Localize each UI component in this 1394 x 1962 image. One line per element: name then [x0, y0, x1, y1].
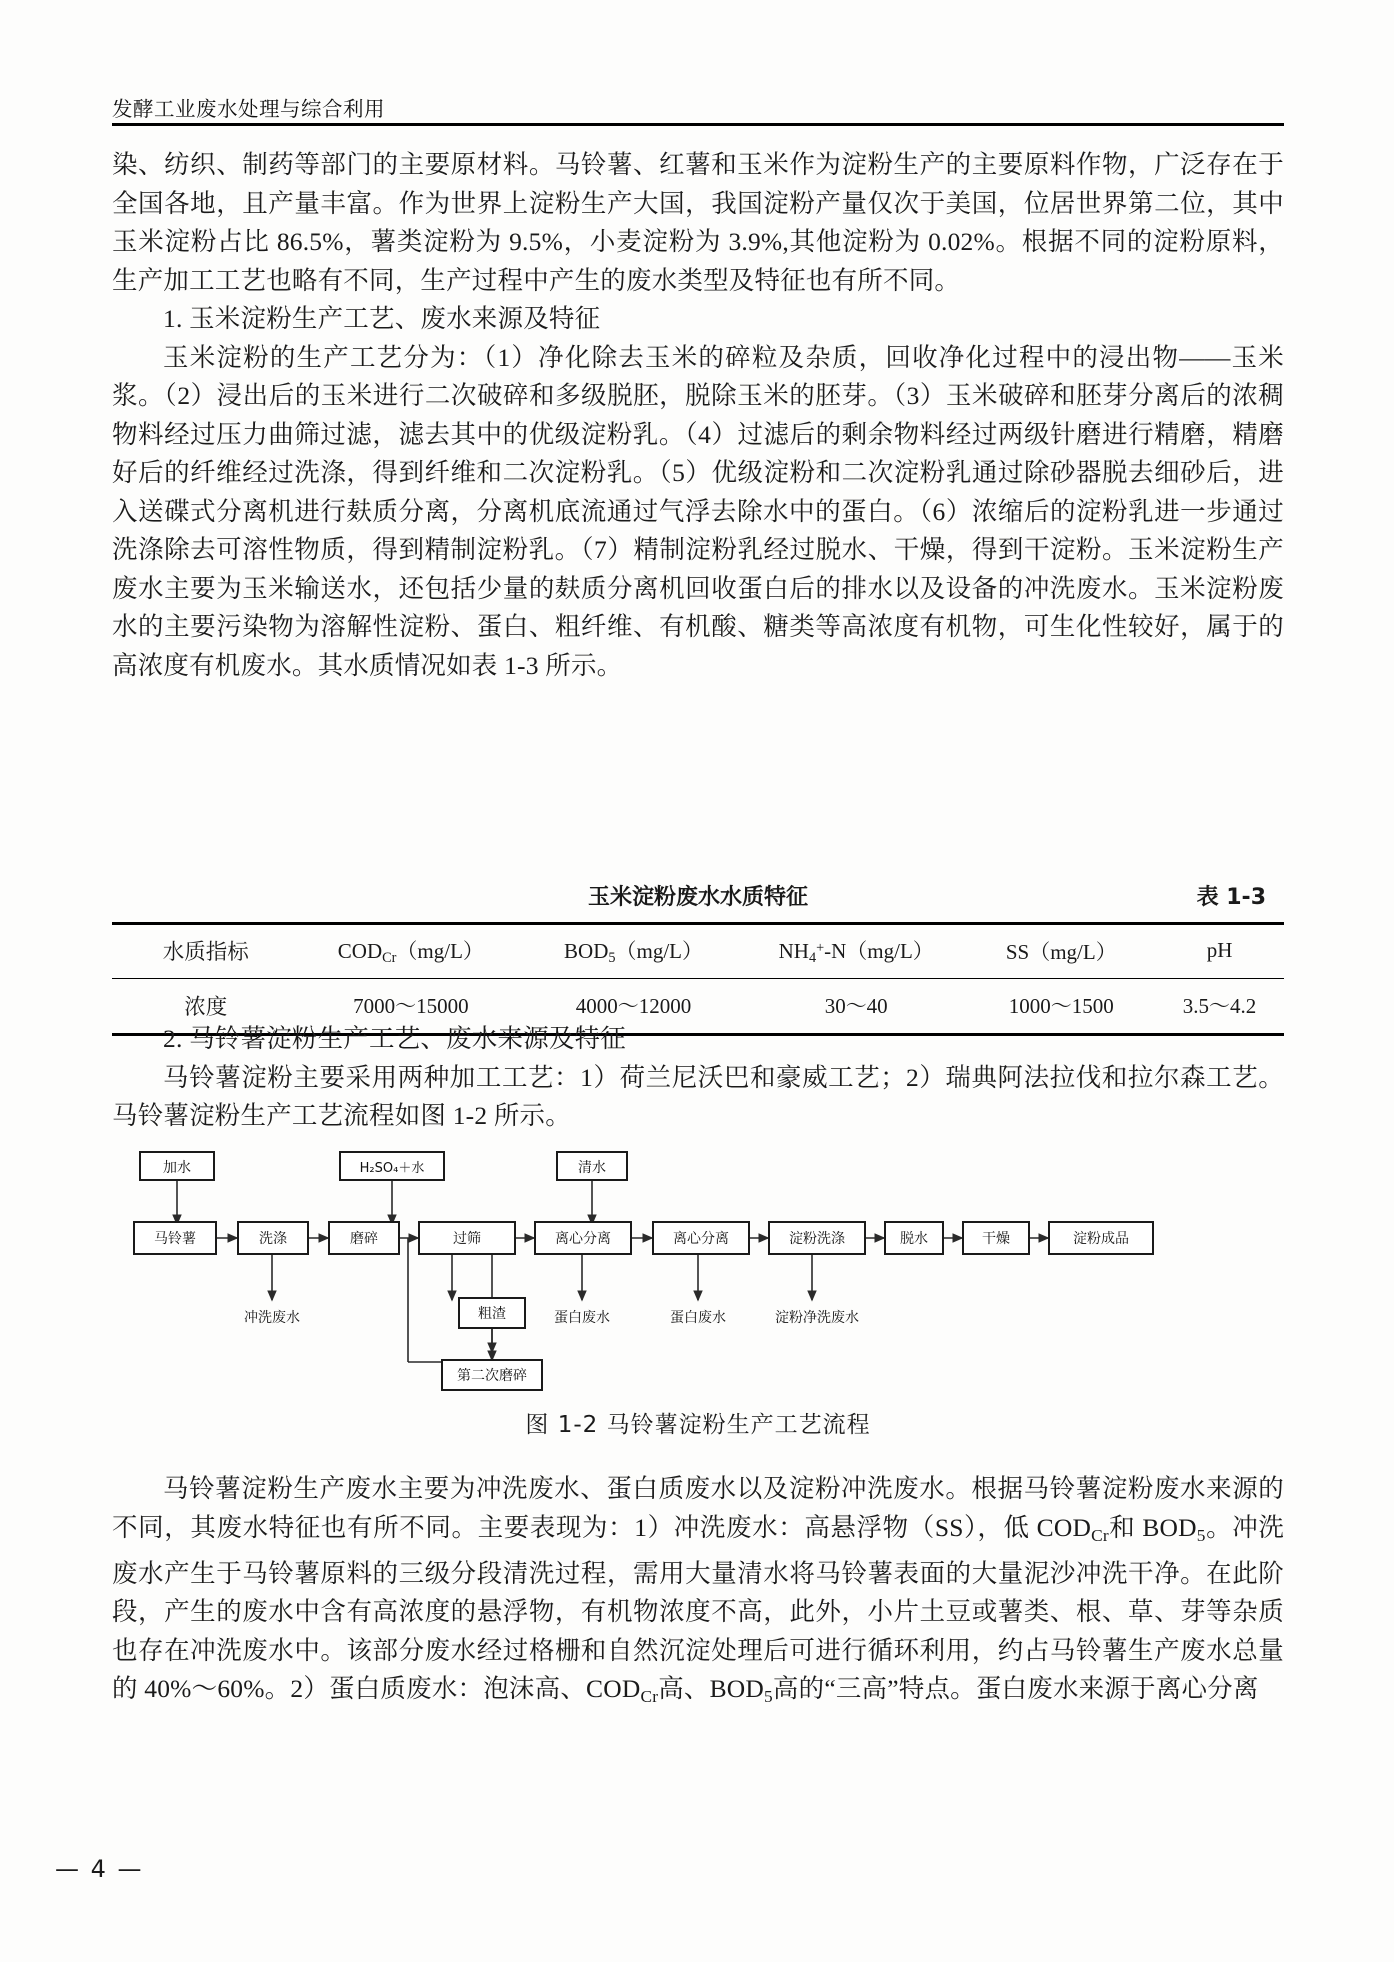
- th-ph: pH: [1206, 938, 1233, 963]
- paragraph-1: 染、纺织、制药等部门的主要原材料。马铃薯、红薯和玉米作为淀粉生产的主要原料作物，广泛存在于全国各地，且产量丰富。作为世界上淀粉生产大国，我国淀粉产量仅次于美国，位居世界第二位，其中玉米淀粉占比 86.5%，薯类淀粉为 9.5%，小麦淀粉为 3.9%,其他淀粉为 0.02%。根据不同的淀粉原料，生产加工工艺也略有不同，生产过程中产生的废水类型及特征也有所不同。: [112, 150, 1284, 295]
- table-number: 表 1-3: [1196, 885, 1266, 910]
- flow-label-product: 淀粉成品: [1073, 1231, 1129, 1247]
- cell-ss: 1000～1500: [1008, 994, 1114, 1019]
- flow-box-centrifuge2: [653, 1222, 749, 1254]
- flow-box-acid-water: [340, 1152, 444, 1180]
- flow-label-starch-rinse-wastewater: 淀粉净洗废水: [775, 1310, 859, 1326]
- flow-label-centrifuge2: 离心分离: [673, 1231, 729, 1247]
- flow-label-dewater: 脱水: [900, 1231, 928, 1247]
- th-ss: SS（mg/L）: [1005, 939, 1117, 964]
- table-section: [112, 880, 1284, 1036]
- flow-label-grind: 磨碎: [350, 1231, 378, 1247]
- paragraph-2: 玉米淀粉的生产工艺分为：（1）净化除去玉米的碎粒及杂质，回收净化过程中的浸出物——玉米浆。（2）浸出后的玉米进行二次破碎和多级脱胚，脱除玉米的胚芽。（3）玉米破碎和胚芽分离后的浓稠物料经过压力曲筛过滤，滤去其中的优级淀粉乳。（4）过滤后的剩余物料经过两级针磨进行精磨，精磨好后的纤维经过洗涤，得到纤维和二次淀粉乳。（5）优级淀粉和二次淀粉乳通过除砂器脱去细砂后，进入送碟式分离机进行麸质分离，分离机底流通过气浮去除水中的蛋白。（6）浓缩后的淀粉乳进一步通过洗涤除去可溶性物质，得到精制淀粉乳。（7）精制淀粉乳经过脱水、干燥，得到干淀粉。玉米淀粉生产废水主要为玉米输送水，还包括少量的麸质分离机回收蛋白后的排水以及设备的冲洗废水。玉米淀粉废水的主要污染物为溶解性淀粉、蛋白、粗纤维、有机酸、糖类等高浓度有机物，可生化性较好，属于的高浓度有机废水。其水质情况如表 1-3 所示。: [112, 342, 1284, 680]
- flow-label-potato: 马铃薯: [154, 1231, 196, 1247]
- figure-caption: 图 1-2 马铃薯淀粉生产工艺流程: [525, 1412, 871, 1438]
- cell-ammonia: 30～40: [824, 994, 888, 1019]
- th-indicator: 水质指标: [162, 940, 249, 966]
- flow-box-centrifuge1: [535, 1222, 631, 1254]
- flow-box-coarse-residue: [459, 1298, 525, 1328]
- th-ammonia: $NH_4^+-N(mg/L)$: [778, 939, 934, 966]
- paragraph-4: 马铃薯淀粉生产废水主要为冲洗废水、蛋白质废水以及淀粉冲洗废水。根据马铃薯淀粉废水来源的不同，其废水特征也有所不同。主要表现为：1）冲洗废水：高悬浮物（SS），低 $COD_{Cr}$和 $BOD_5$。冲洗废水产生于马铃薯原料的三级分段清洗过程，需用大量清水将马铃薯表面的大量泥沙冲洗干净。在此阶段，产生的废水中含有高浓度的悬浮物，有机物浓度不高，此外，小片土豆或薯类、根、草、芽等杂质也存在冲洗废水中。该部分废水经过格栅和自然沉淀处理后可进行循环利用，约占马铃薯生产废水总量的 40%～60%。2）蛋白质废水：泡沫高、$COD_{Cr}$高、$BOD_5$高的“三高”特点。蛋白废水来源于离心分离: [112, 1474, 1285, 1707]
- paragraph-3: 马铃薯淀粉主要采用两种加工工艺：1）荷兰尼沃巴和豪威工艺；2）瑞典阿法拉伐和拉尔森工艺。马铃薯淀粉生产工艺流程如图 1-2 所示。: [112, 1062, 1284, 1130]
- flow-box-dry: [963, 1222, 1029, 1254]
- flow-label-second-grind: 第二次磨碎: [457, 1368, 527, 1384]
- flow-label-acid-water: H₂SO₄＋水: [359, 1161, 425, 1176]
- flow-box-dewater: [885, 1222, 943, 1254]
- flow-label-add-water: 加水: [163, 1160, 191, 1176]
- flow-label-dry: 干燥: [982, 1231, 1010, 1247]
- cell-ph: 3.5～4.2: [1182, 994, 1257, 1019]
- flow-label-rinse-wastewater: 冲洗废水: [244, 1310, 300, 1326]
- table-head: [112, 924, 1284, 979]
- body-bottom: [112, 1470, 1284, 1717]
- flow-plain-lines: [408, 1238, 462, 1362]
- flow-nodes: [134, 1152, 1153, 1390]
- table-header-row: [112, 924, 1284, 979]
- flow-box-sieve: [419, 1222, 515, 1254]
- th-bod: $BOD_5(mg/L)$: [564, 939, 704, 966]
- flow-label-protein-wastewater-2: 蛋白废水: [670, 1310, 726, 1326]
- process-flow-figure: [112, 1130, 1284, 1439]
- flow-label-sieve: 过筛: [453, 1231, 481, 1247]
- flow-label-centrifuge1: 离心分离: [555, 1231, 611, 1247]
- page-folio: — 4 —: [55, 1855, 144, 1883]
- cell-row-label: 浓度: [184, 994, 228, 1020]
- flow-label-wash: 洗涤: [259, 1231, 287, 1247]
- flow-label-protein-wastewater-1: 蛋白废水: [554, 1310, 610, 1326]
- running-head: 发酵工业废水处理与综合利用: [112, 97, 385, 121]
- flow-box-wash: [238, 1222, 308, 1254]
- cell-bod: 4000～12000: [575, 994, 692, 1019]
- flow-box-clean-water: [557, 1152, 627, 1180]
- heading-potato-starch: 2. 马铃薯淀粉生产工艺、废水来源及特征: [163, 1024, 627, 1053]
- header-rule: [112, 123, 1284, 126]
- flow-box-starch-wash: [769, 1222, 865, 1254]
- water-quality-table: [112, 922, 1284, 1036]
- page-content: [112, 0, 1284, 1962]
- body-top: [112, 146, 1284, 685]
- flow-box-grind: [329, 1222, 399, 1254]
- flow-label-starch-wash: 淀粉洗涤: [789, 1231, 845, 1247]
- flow-diagram-svg: [112, 1130, 1284, 1400]
- flow-box-second-grind: [442, 1360, 542, 1390]
- th-cod: $COD_{Cr}(mg/L)$: [337, 939, 484, 966]
- flow-label-clean-water: 清水: [578, 1160, 606, 1176]
- flow-box-product: [1049, 1222, 1153, 1254]
- table-caption: [112, 880, 1284, 916]
- cell-cod: 7000～15000: [353, 994, 469, 1019]
- flow-box-potato: [134, 1222, 216, 1254]
- body-mid: [112, 1020, 1284, 1136]
- table-title: 玉米淀粉废水水质特征: [587, 885, 808, 910]
- heading-corn-starch: 1. 玉米淀粉生产工艺、废水来源及特征: [163, 304, 601, 333]
- flow-label-coarse-residue: 粗渣: [478, 1306, 506, 1322]
- flow-connectors: [177, 1178, 1048, 1360]
- flow-box-add-water: [140, 1152, 214, 1180]
